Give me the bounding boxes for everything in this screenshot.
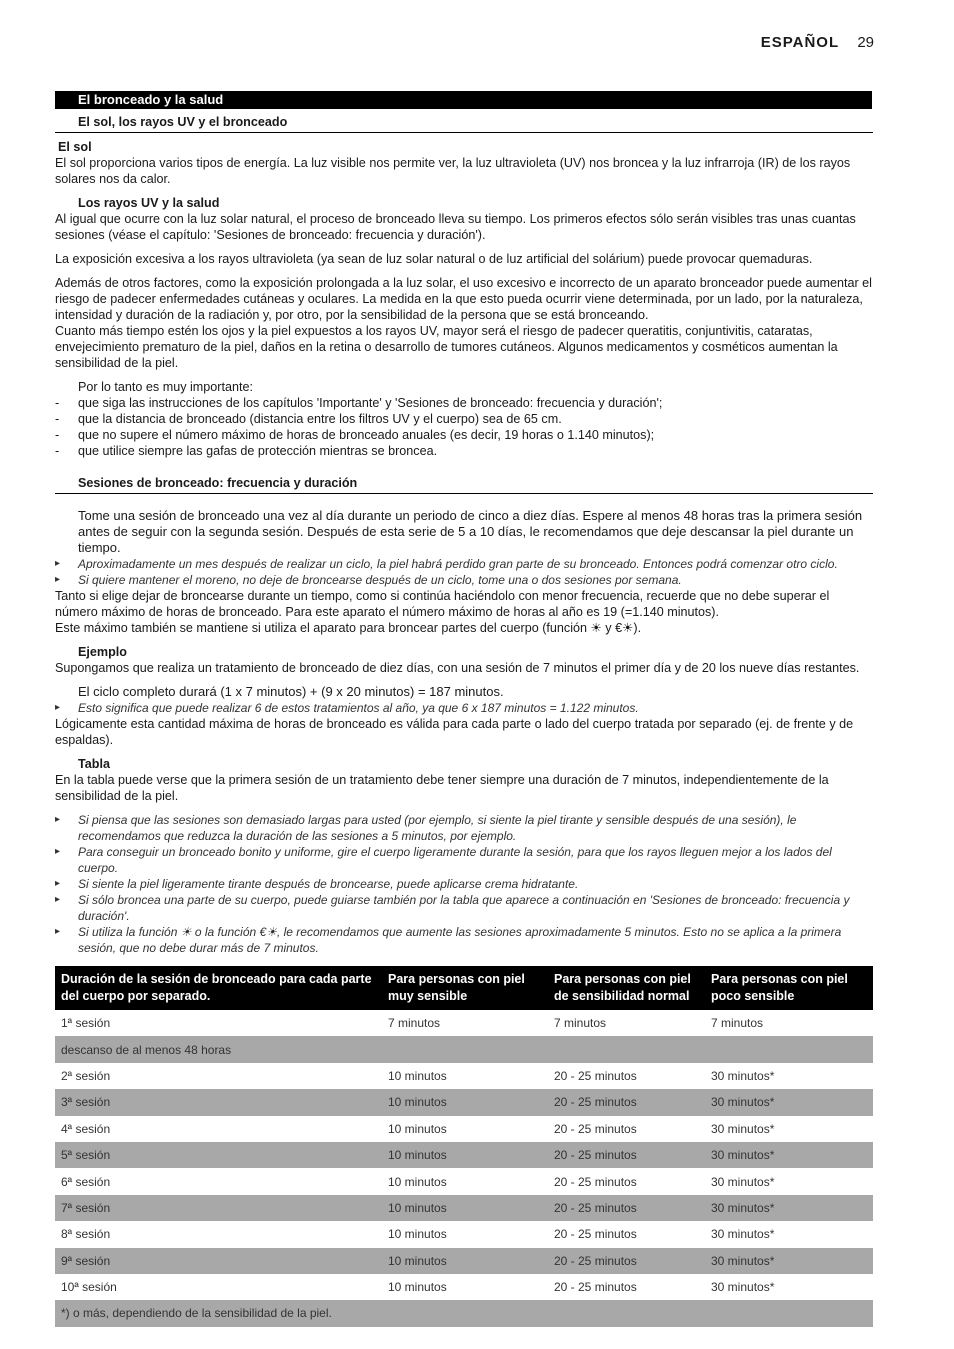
table-cell: 20 - 25 minutos: [548, 1248, 705, 1274]
table-cell: 20 - 25 minutos: [548, 1142, 705, 1168]
table-cell: 30 minutos*: [711, 1174, 775, 1189]
table-cell: 10 minutos: [388, 1121, 447, 1136]
table-cell: 20 - 25 minutos: [554, 1174, 637, 1189]
table-cell: 20 - 25 minutos: [554, 1227, 637, 1242]
table-row: [55, 1142, 873, 1168]
important-intro: Por lo tanto es muy importante:: [78, 380, 253, 394]
language-label: ESPAÑOL: [760, 34, 840, 51]
table-intro: En la tabla puede verse que la primera sesión de un tratamiento debe tener siempre una duración de 7 minutos, independientemente de la sensibilidad de la piel.: [55, 773, 829, 803]
uv-paragraph-1: Al igual que ocurre con la luz solar natural, el proceso de bronceado lleva su tiempo. Los primeros efectos sólo serán visibles tras unas cuantas sesiones (véase el capítulo: 'Sesiones de bronceado: frecuencia y duración').: [55, 212, 856, 242]
list-item: - que no supere el número máximo de horas de bronceado anuales (es decir, 19 horas o 1.140 minutos);: [55, 427, 873, 443]
table-header-cell: Para personas con piel poco sensible: [705, 966, 873, 1010]
sessions-paragraph-2: Este máximo también se mantiene si utiliza el aparato para broncear partes del cuerpo (función ☀ y €☀).: [55, 621, 642, 635]
subsection-heading-sessions: Sesiones de bronceado: frecuencia y duración: [55, 475, 873, 494]
subsection-heading-sun-uv: El sol, los rayos UV y el bronceado: [55, 114, 873, 133]
example-heading: Ejemplo: [78, 645, 127, 659]
sessions-paragraph-1: Tanto si elige dejar de broncearse durante un tiempo, como si continúa haciéndolo con menor frecuencia, recuerde que no debe superar el número máximo de horas de bronceado. Para este aparato el número máximo de horas al año es 19 (=1.140 minutos).: [55, 589, 830, 619]
table-cell: 4ª sesión: [61, 1121, 111, 1136]
table-row: [55, 1274, 873, 1300]
page-header: [761, 34, 874, 51]
note-item: ▸ Esto significa que puede realizar 6 de estos tratamientos al año, ya que 6 x 187 minutos = 1.122 minutos.: [55, 700, 873, 716]
list-item: - que la distancia de bronceado (distancia entre los filtros UV y el cuerpo) sea de 65 cm.: [55, 411, 873, 427]
table-cell: 7 minutos: [554, 1016, 607, 1031]
list-item: - que siga las instrucciones de los capítulos 'Importante' y 'Sesiones de bronceado: frecuencia y duración';: [55, 395, 873, 411]
table-row: [55, 1010, 873, 1036]
table-row: [55, 1221, 873, 1247]
page-number: 29: [857, 34, 874, 51]
table-row: [55, 1116, 873, 1142]
example-paragraph: Supongamos que realiza un tratamiento de bronceado de diez días, con una sesión de 7 minutos el primer día y de 20 los nueve días restantes.: [55, 661, 860, 675]
note-item: ▸ Para conseguir un bronceado bonito y uniforme, gire el cuerpo ligeramente durante la sesión, para que los rayos lleguen mejor a los lados del cuerpo.: [55, 844, 873, 876]
table-cell: 20 - 25 minutos: [548, 1195, 705, 1221]
note-item: ▸ Aproximadamente un mes después de realizar un ciclo, la piel habrá perdido gran parte de su bronceado. Entonces podrá comenzar otro ciclo.: [55, 556, 873, 572]
table-cell: 6ª sesión: [61, 1174, 111, 1189]
example-cycle: El ciclo completo durará (1 x 7 minutos) + (9 x 20 minutos) = 187 minutos.: [78, 684, 504, 699]
section-title-bar: [55, 91, 872, 109]
table-cell: 1ª sesión: [61, 1016, 111, 1031]
table-row: [55, 1168, 873, 1194]
table-cell: 20 - 25 minutos: [554, 1121, 637, 1136]
uv-paragraph-2: La exposición excesiva a los rayos ultravioleta (ya sean de luz solar natural o de luz artificial del solárium) puede provocar quemaduras.: [55, 252, 813, 266]
sol-heading: El sol: [58, 140, 92, 154]
list-item: - que utilice siempre las gafas de protección mientras se broncea.: [55, 443, 873, 459]
table-row: [55, 1248, 873, 1274]
table-row: [55, 1195, 873, 1221]
sessions-instructions: Tome una sesión de bronceado una vez al día durante un periodo de cinco a diez días. Espere al menos 48 horas tras la primera sesión antes de seguir con la segunda sesión. Después de esta serie de 5 a 10 días, le recomendamos que deje descansar la piel durante un tiempo.: [78, 508, 863, 555]
table-cell: 3ª sesión: [55, 1089, 382, 1115]
table-row-rest: [55, 1036, 873, 1062]
table-cell: 10 minutos: [382, 1248, 548, 1274]
table-cell: 20 - 25 minutos: [554, 1280, 637, 1295]
table-cell: 10 minutos: [382, 1089, 548, 1115]
table-row: [55, 1063, 873, 1089]
table-cell: 20 - 25 minutos: [554, 1068, 637, 1083]
table-cell: 10 minutos: [388, 1068, 447, 1083]
note-item: ▸ Si quiere mantener el moreno, no deje de broncearse después de un ciclo, tome una o dos sesiones por semana.: [55, 572, 873, 588]
table-cell: 30 minutos*: [711, 1280, 775, 1295]
table-cell: 30 minutos*: [705, 1248, 873, 1274]
table-cell: 30 minutos*: [711, 1068, 775, 1083]
table-cell: 30 minutos*: [705, 1089, 873, 1115]
table-cell: 20 - 25 minutos: [548, 1089, 705, 1115]
table-footnote-row: [55, 1300, 873, 1326]
example-paragraph-2: Lógicamente esta cantidad máxima de horas de bronceado es válida para cada parte o lado del cuerpo tratada por separado (ej. de frente y de espaldas).: [55, 717, 854, 747]
table-header-cell: Para personas con piel muy sensible: [382, 966, 548, 1010]
table-heading: Tabla: [78, 757, 110, 771]
table-cell: 30 minutos*: [705, 1142, 873, 1168]
table-cell: 30 minutos*: [711, 1227, 775, 1242]
table-cell: 10 minutos: [388, 1174, 447, 1189]
table-footnote: *) o más, dependiendo de la sensibilidad de la piel.: [55, 1300, 873, 1326]
table-cell: 9ª sesión: [55, 1248, 382, 1274]
note-item: ▸ Si piensa que las sesiones son demasiado largas para usted (por ejemplo, si siente la piel tirante y sensible después de una sesión), le recomendamos que reduzca la duración de las sesiones a 5 minutos, por ejemplo.: [55, 812, 873, 844]
sol-paragraph: El sol proporciona varios tipos de energía. La luz visible nos permite ver, la luz ultravioleta (UV) nos broncea y la luz infrarroja (IR) de los rayos solares nos da calor.: [55, 156, 851, 186]
table-header-row: [55, 966, 873, 1010]
table-cell: 30 minutos*: [705, 1195, 873, 1221]
table-cell: 30 minutos*: [711, 1121, 775, 1136]
table-cell: 8ª sesión: [61, 1227, 111, 1242]
table-cell: 7 minutos: [711, 1016, 764, 1031]
table-cell: 10 minutos: [382, 1142, 548, 1168]
table-cell: 10 minutos: [388, 1280, 447, 1295]
table-cell: 10ª sesión: [61, 1280, 117, 1295]
note-item: ▸ Si siente la piel ligeramente tirante después de broncearse, puede aplicarse crema hidratante.: [55, 876, 873, 892]
table-header-cell: Para personas con piel de sensibilidad normal: [548, 966, 705, 1010]
table-cell: 2ª sesión: [61, 1068, 111, 1083]
table-cell: 10 minutos: [388, 1227, 447, 1242]
uv-paragraph-3a: Además de otros factores, como la exposición prolongada a la luz solar, el uso excesivo e incorrecto de un aparato bronceador puede aumentar el riesgo de padecer enfermedades cutáneas y oculares. La medida en la que esto pueda ocurrir viene determinada, por un lado, por la naturaleza, intensidad y duración de la radiación y, por otro, por la sensibilidad de la persona que se está bronceando.: [55, 276, 872, 322]
note-item: ▸ Si utiliza la función ☀ o la función €☀, le recomendamos que aumente las sesiones aproximadamente 5 minutos. Esto no se aplica a la primera sesión, que no debe durar más de 7 minutos.: [55, 924, 873, 956]
table-cell: 5ª sesión: [55, 1142, 382, 1168]
table-header-cell: Duración de la sesión de bronceado para cada parte del cuerpo por separado.: [55, 966, 382, 1010]
table-cell: descanso de al menos 48 horas: [55, 1036, 873, 1062]
table-row: [55, 1089, 873, 1115]
main-content: [55, 114, 873, 1327]
table-cell: 7 minutos: [388, 1016, 441, 1031]
tanning-schedule-table: [55, 966, 873, 1327]
section-title: El bronceado y la salud: [78, 92, 224, 107]
note-item: ▸ Si sólo broncea una parte de su cuerpo, puede guiarse también por la tabla que aparece a continuación en 'Sesiones de bronceado: frecuencia y duración'.: [55, 892, 873, 924]
uv-heading: Los rayos UV y la salud: [78, 196, 220, 210]
table-cell: 7ª sesión: [55, 1195, 382, 1221]
table-cell: 10 minutos: [382, 1195, 548, 1221]
uv-paragraph-3b: Cuanto más tiempo estén los ojos y la piel expuestos a los rayos UV, mayor será el riesgo de padecer queratitis, conjuntivitis, cataratas, envejecimiento prematuro de la piel, daños en la retina o desarrollo de tumores cutáneos. Algunos medicamentos y cosméticos aumentan la sensibilidad de la piel.: [55, 324, 838, 370]
